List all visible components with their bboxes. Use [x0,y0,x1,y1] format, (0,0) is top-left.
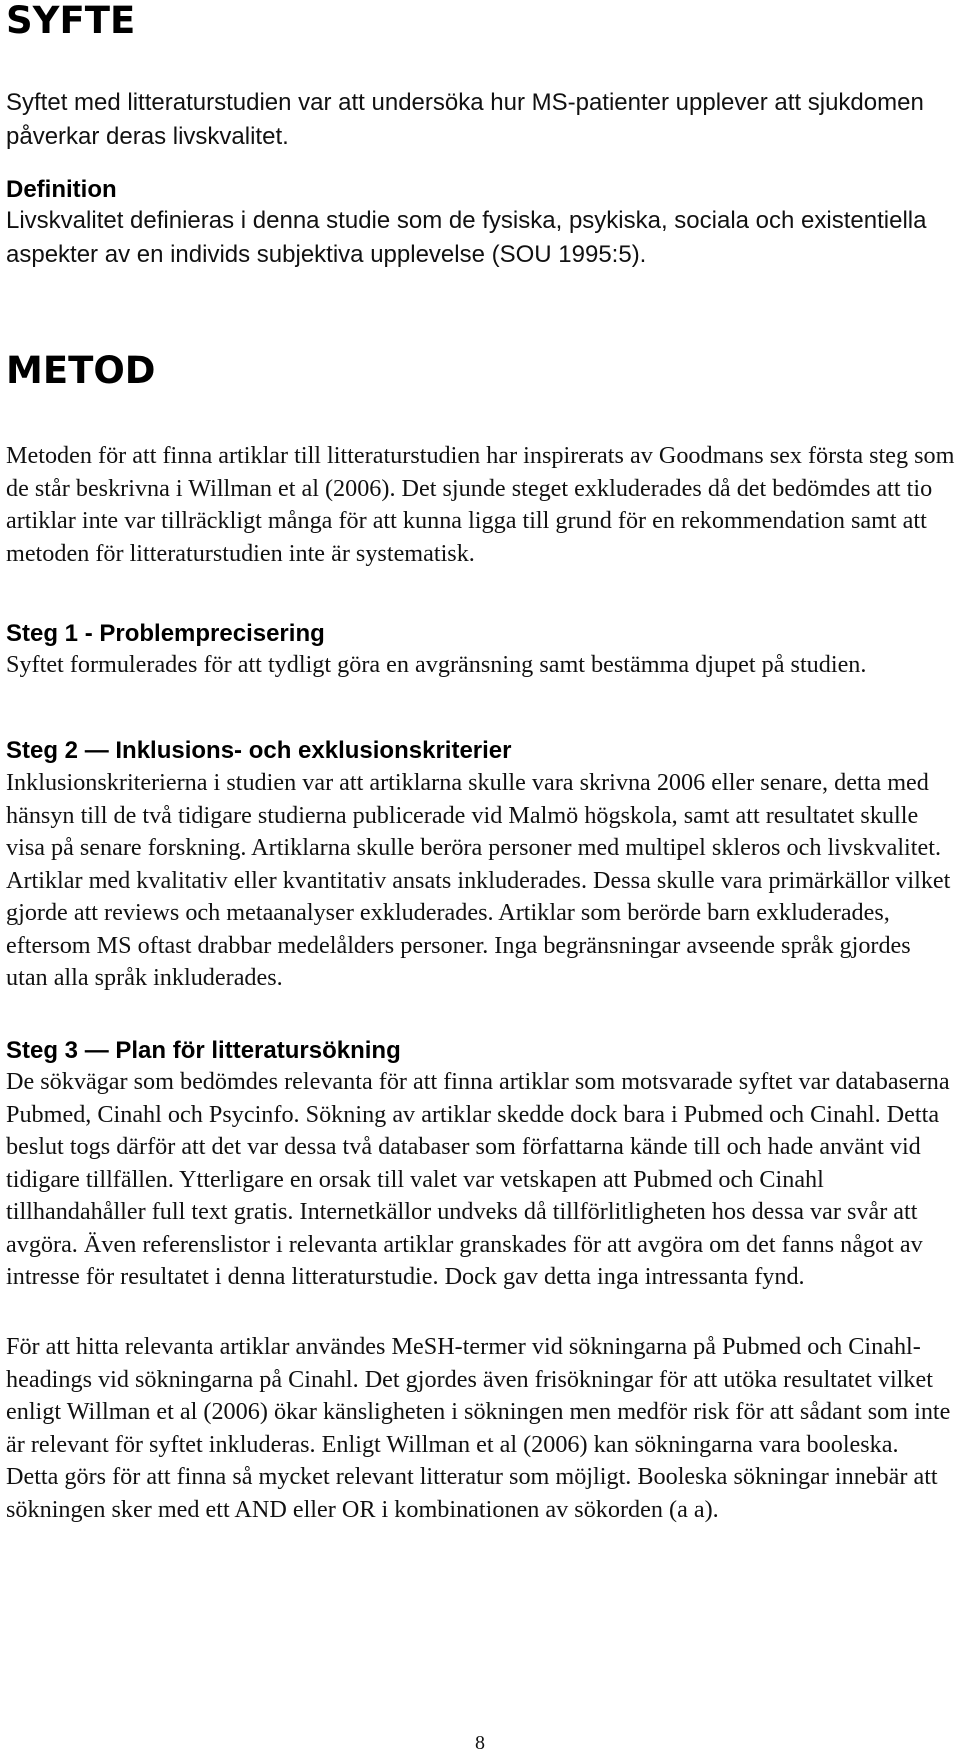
steg2-paragraph: Inklusionskriterierna i studien var att artiklarna skulle vara skrivna 2006 eller senare, detta med hänsyn till de två tidigare studierna publicerade vid Malmö högskola, samt att resultatet skulle visa på senare forskning. Artiklarna skulle beröra personer med multipel skleros och livskvalitet. Artiklar med kvalitativ eller kvantitativ ansats inkluderades. Dessa skulle vara primärkällor vilket gjorde att reviews och metaanalyser exkluderades. Artiklar som berörde barn exkluderades, eftersom MS oftast drabbar medelålders personer. Inga begränsningar avseende språk gjordes utan alla språk inkluderades. [6,769,951,991]
steg1-heading: Steg 1 - Problemprecisering [6,620,325,647]
steg2-heading: Steg 2 — Inklusions- och exklusionskriterier [6,737,512,764]
steg3-paragraph-2: För att hitta relevanta artiklar användes MeSH-termer vid sökningarna på Pubmed och Cinahl-headings vid sökningarna på Cinahl. Det gjordes även frisökningar för att utöka resultatet vilket enligt Willman et al (2006) ökar känsligheten i sökningen men medför risk för att sådant som inte är relevant för syftet inkluderas. Enligt Willman et al (2006) kan sökningarna vara booleska. Detta görs för att finna så mycket relevant litteratur som möjligt. Booleska sökningar innebär att sökningen sker med ett AND eller OR i kombinationen av sökorden (a a). [6,1333,951,1523]
definition-heading: Definition [6,176,117,203]
steg3-paragraph-1: De sökvägar som bedömdes relevanta för att finna artiklar som motsvarade syftet var databaserna Pubmed, Cinahl och Psycinfo. Sökning av artiklar skedde dock bara i Pubmed och Cinahl. Detta beslut togs därför att det var dessa två databaser som författarna kände till och hade använt vid tidigare tillfällen. Ytterligare en orsak till valet var vetskapen att Pubmed och Cinahl tillhandahåller full text gratis. Internetkällor undveks då tillförlitligheten hos dessa var svår att avgöra. Även referenslistor i relevanta artiklar granskades för att avgöra om det fanns något av intresse för resultatet i denna litteraturstudie. Dock gav detta inga intressanta fynd. [6,1068,950,1290]
section-heading-metod: METOD [6,349,156,392]
section-heading-syfte: SYFTE [6,0,136,42]
metod-paragraph: Metoden för att finna artiklar till litteraturstudien har inspirerats av Goodmans sex första steg som de står beskrivna i Willman et al (2006). Det sjunde steget exkluderades då det bedömdes att tio artiklar inte var tillräckligt många för att kunna ligga till grund för en rekommendation samt att metoden för litteraturstudien inte är systematisk. [6,442,955,567]
steg1-paragraph: Syftet formulerades för att tydligt göra en avgränsning samt bestämma djupet på studien. [6,651,867,678]
syfte-paragraph: Syftet med litteraturstudien var att undersöka hur MS-patienter upplever att sjukdomen påverkar deras livskvalitet. [6,89,924,150]
definition-paragraph: Livskvalitet definieras i denna studie som de fysiska, psykiska, sociala och existentiella aspekter av en individs subjektiva upplevelse (SOU 1995:5). [6,207,927,268]
steg3-heading: Steg 3 — Plan för litteratursökning [6,1037,401,1064]
page-number: 8 [475,1732,485,1754]
